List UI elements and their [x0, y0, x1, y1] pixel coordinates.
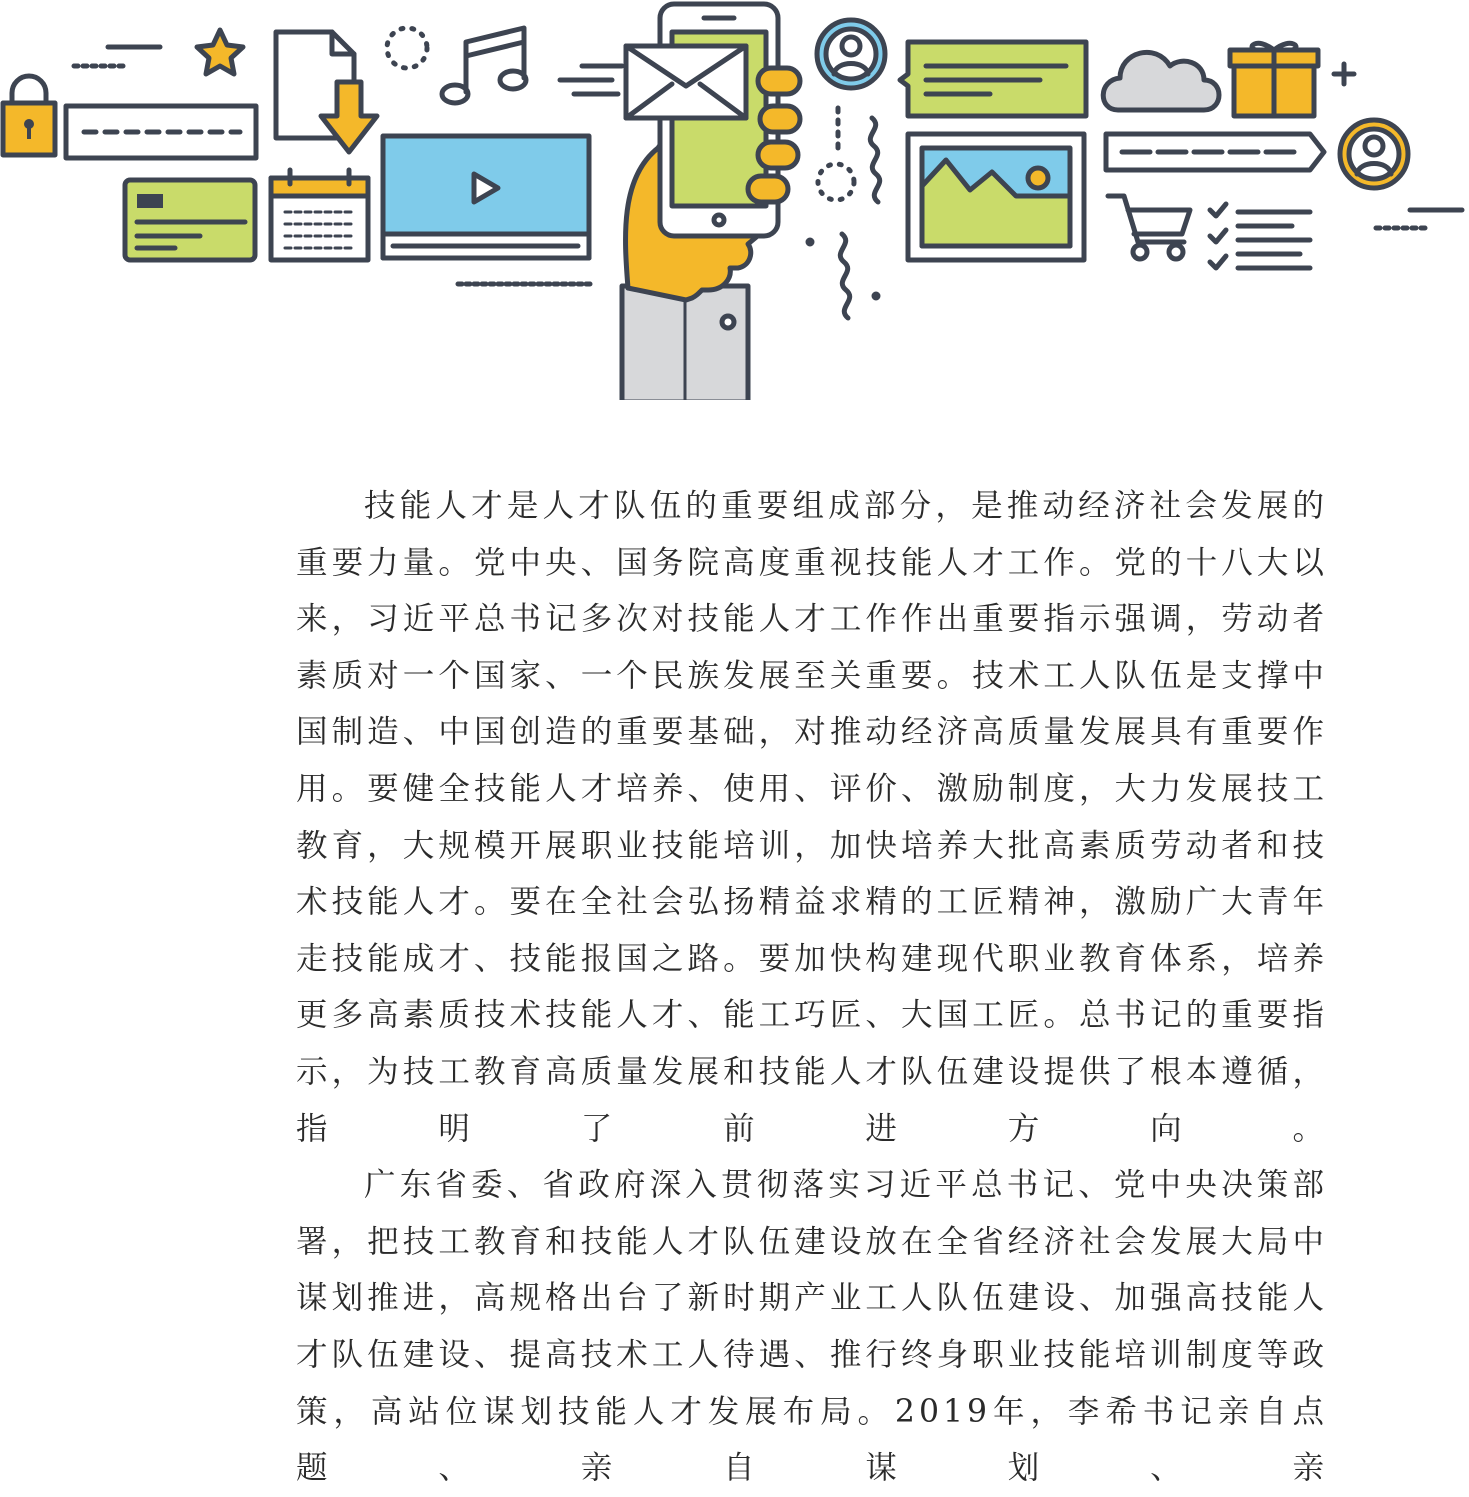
speed-lines	[560, 66, 622, 94]
plus-icon	[1334, 64, 1354, 84]
sparkle-dots	[387, 28, 427, 68]
article-body	[296, 478, 1328, 1497]
chat-bubble-icon	[900, 42, 1086, 116]
envelope-icon	[626, 46, 746, 118]
decorative-dashes-right	[1376, 210, 1462, 228]
paragraph: 技能人才是人才队伍的重要组成部分，是推动经济社会发展的重要力量。党中央、国务院高度重视技能人才工作。党的十八大以来，习近平总书记多次对技能人才工作作出重要指示强调，劳动者素质对一个国家、一个民族发展至关重要。技术工人队伍是支撑中国制造、中国创造的重要基础，对推动经济高质量发展具有重要作用。要健全技能人才培养、使用、评价、激励制度，大力发展技工教育，大规模开展职业技能培训，加快培养大批高素质劳动者和技术技能人才。要在全社会弘扬精益求精的工匠精神，激励广大青年走技能成才、技能报国之路。要加快构建现代职业教育体系，培养更多高素质技术技能人才、能工巧匠、大国工匠。总书记的重要指示，为技工教育高质量发展和技能人才队伍建设提供了根本遵循，指明了前进方向。	[296, 488, 1328, 1147]
decorative-squiggles	[808, 108, 880, 318]
paragraph: 广东省委、省政府深入贯彻落实习近平总书记、党中央决策部署，把技工教育和技能人才队伍建设放在全省经济社会发展大局中谋划推进，高规格出台了新时期产业工人队伍建设、加强高技能人才队伍建设、提高技术工人待遇、推行终身职业技能培训制度等政策，高站位谋划技能人才发展布局。2019年，李希书记亲自点题、亲自谋划、亲	[296, 1167, 1328, 1487]
calendar-icon	[271, 170, 368, 260]
star-icon	[197, 30, 243, 74]
user-avatar-right-icon	[1340, 120, 1408, 188]
cloud-icon	[1103, 52, 1219, 110]
user-avatar-icon	[817, 20, 885, 88]
video-player-icon	[383, 136, 590, 284]
progress-bar-icon	[1106, 134, 1324, 170]
music-note-icon	[442, 28, 526, 103]
shopping-cart-icon	[1108, 196, 1190, 259]
gift-icon	[1230, 43, 1318, 116]
password-field-icon	[66, 106, 256, 158]
sleeve-icon	[622, 286, 748, 400]
image-icon	[908, 134, 1084, 260]
header-illustration	[0, 0, 1469, 400]
document-download-icon	[276, 32, 377, 152]
decorative-dashes-left	[74, 47, 160, 66]
credit-card-icon	[125, 180, 255, 260]
padlock-icon	[3, 76, 55, 155]
checklist-icon	[1210, 204, 1310, 268]
